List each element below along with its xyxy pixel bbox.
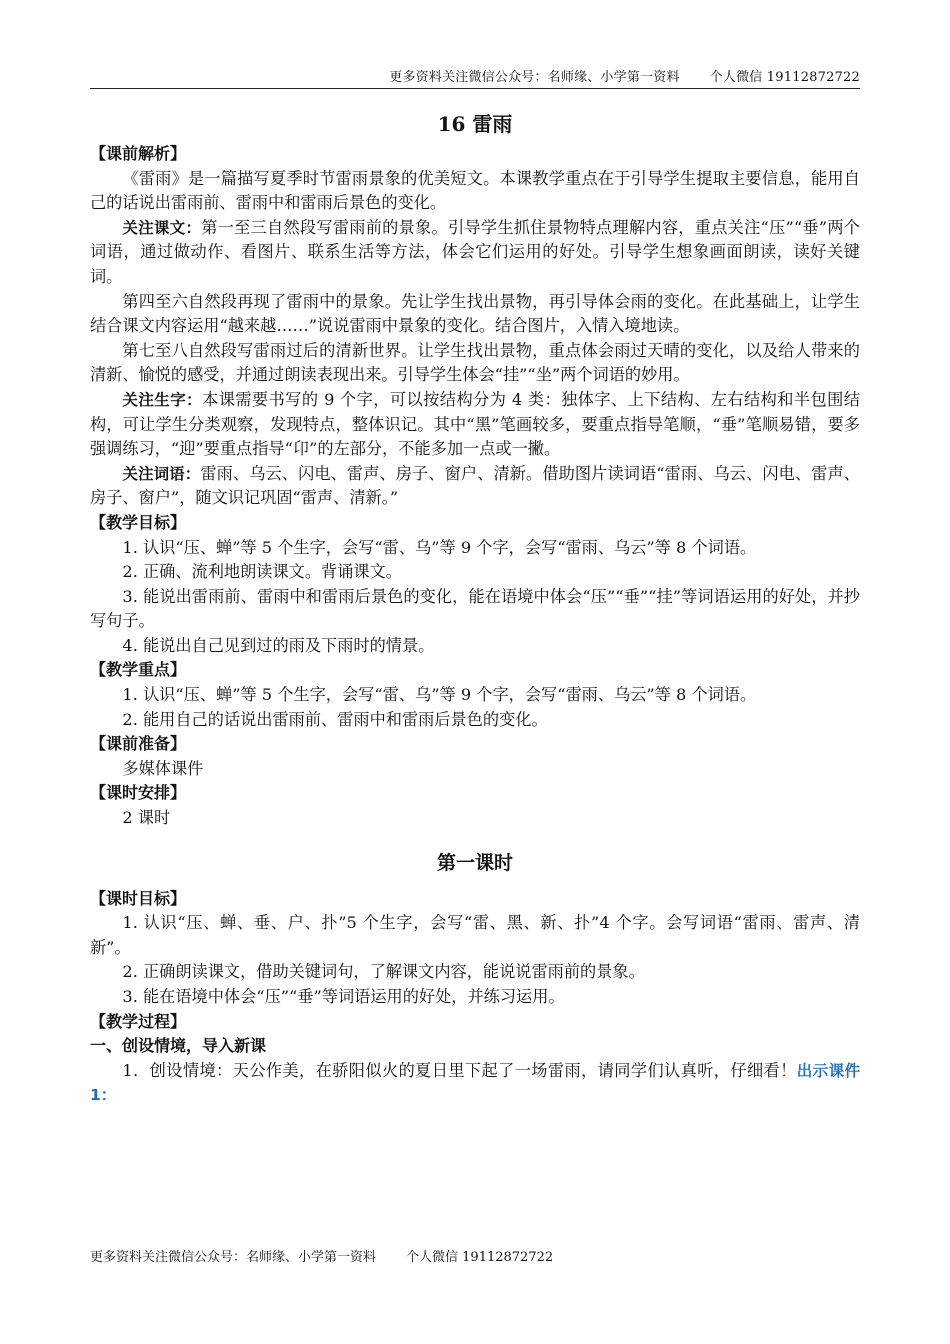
section-heading-analysis: 【课前解析】 bbox=[90, 144, 187, 163]
page-footer bbox=[90, 1246, 553, 1265]
analysis-paragraph-3: 第四至六自然段再现了雷雨中的景象。先让学生找出景物，再引导体会雨的变化。在此基础上，让学生结合课文内容运用“越来越……”说说雷雨中景象的变化。结合图片，入情入境地读。 bbox=[90, 291, 860, 336]
section-heading-prep: 【课前准备】 bbox=[90, 734, 187, 754]
footer-account-text: 更多资料关注微信公众号：名师缘、小学第一资料 bbox=[90, 1250, 377, 1265]
document-body bbox=[90, 108, 860, 1108]
courseware-link[interactable]: 出示课件 1： bbox=[90, 1061, 860, 1105]
focus-text-label: 关注课文： bbox=[122, 218, 202, 237]
header-divider bbox=[90, 88, 860, 89]
analysis-paragraph-6 bbox=[90, 462, 860, 511]
goal-item: 1. 认识“压、蝉”等 5 个生字，会写“雷、乌”等 9 个字，会写“雷雨、乌云”等 8 个词语。 bbox=[122, 537, 757, 557]
header-wechat-text: 个人微信 19112872722 bbox=[709, 70, 860, 85]
focus-item: 2. 能用自己的话说出雷雨前、雷雨中和雷雨后景色的变化。 bbox=[122, 709, 548, 729]
section-heading-goals: 【教学目标】 bbox=[90, 512, 187, 532]
analysis-paragraph-2 bbox=[90, 216, 860, 290]
focus-words-body: 雷雨、乌云、闪电、雷声、房子、窗户、清新。借助图片读词语“雷雨、乌云、闪电、雷声、房子、窗户”，随文识记巩固“雷声、清新。” bbox=[90, 463, 860, 508]
section-heading-lesson-goals: 【课时目标】 bbox=[90, 888, 187, 908]
step-paragraph bbox=[90, 1059, 860, 1108]
lesson-title: 第一课时 bbox=[436, 851, 513, 874]
focus-chars-label: 关注生字： bbox=[122, 390, 203, 409]
footer-wechat-text: 个人微信 19112872722 bbox=[406, 1250, 554, 1265]
analysis-paragraph-4: 第七至八自然段写雷雨过后的清新世界。让学生找出景物，重点体会雨过天晴的变化，以及给人带来的清新、愉悦的感受，并通过朗读表现出来。引导学生体会“挂”“坐”两个词语的妙用。 bbox=[90, 340, 860, 385]
prep-text: 多媒体课件 bbox=[122, 758, 204, 778]
focus-chars-body: 本课需要书写的 9 个字，可以按结构分为 4 类：独体字、上下结构、左右结构和半包围结构，可让学生分类观察，发现特点，整体识记。其中“黑”笔画较多，要重点指导笔顺，“垂”笔顺易错，要多强调练习，“迎”要重点指导“卬”的左部分，不能多加一点或一撇。 bbox=[90, 389, 860, 459]
focus-text-body: 第一至三自然段写雷雨前的景象。引导学生抓住景物特点理解内容，重点关注“压”“垂”两个词语，通过做动作、看图片、联系生活等方法，体会它们运用的好处。引导学生想象画面朗读，读好关键词。 bbox=[90, 217, 860, 286]
analysis-paragraph-5 bbox=[90, 388, 860, 462]
goal-item: 3. 能说出雷雨前、雷雨中和雷雨后景色的变化，能在语境中体会“压”“垂”“挂”等词语运用的好处，并抄写句子。 bbox=[90, 586, 860, 631]
schedule-text: 2 课时 bbox=[122, 808, 171, 828]
step-text: 1．创设情境：天公作美，在骄阳似火的夏日里下起了一场雷雨，请同学们认真听，仔细看！ bbox=[122, 1060, 797, 1080]
step-heading: 一、创设情境，导入新课 bbox=[90, 1036, 267, 1056]
page-title: 16 雷雨 bbox=[437, 112, 513, 136]
page-header bbox=[90, 66, 860, 85]
lesson-goal-item: 1. 认识“压、蝉、垂、户、扑”5 个生字，会写“雷、黑、新、扑”4 个字。会写词语“雷雨、雷声、清新”。 bbox=[90, 913, 860, 957]
section-heading-process: 【教学过程】 bbox=[90, 1011, 187, 1031]
focus-words-label: 关注词语： bbox=[122, 464, 201, 483]
analysis-paragraph-1: 《雷雨》是一篇描写夏季时节雷雨景象的优美短文。本课教学重点在于引导学生提取主要信息，能用自己的话说出雷雨前、雷雨中和雷雨后景色的变化。 bbox=[90, 168, 860, 213]
section-heading-schedule: 【课时安排】 bbox=[90, 783, 187, 803]
goal-item: 2. 正确、流利地朗读课文。背诵课文。 bbox=[122, 562, 402, 582]
lesson-goal-item: 3. 能在语境中体会“压”“垂”等词语运用的好处，并练习运用。 bbox=[122, 987, 565, 1006]
section-heading-focus: 【教学重点】 bbox=[90, 660, 187, 680]
lesson-goal-item: 2. 正确朗读课文，借助关键词句，了解课文内容，能说说雷雨前的景象。 bbox=[122, 962, 645, 982]
focus-item: 1. 认识“压、蝉”等 5 个生字，会写“雷、乌”等 9 个字，会写“雷雨、乌云”等 8 个词语。 bbox=[122, 685, 757, 705]
header-account-text: 更多资料关注微信公众号：名师缘、小学第一资料 bbox=[389, 70, 680, 85]
goal-item: 4. 能说出自己见到过的雨及下雨时的情景。 bbox=[122, 635, 435, 655]
